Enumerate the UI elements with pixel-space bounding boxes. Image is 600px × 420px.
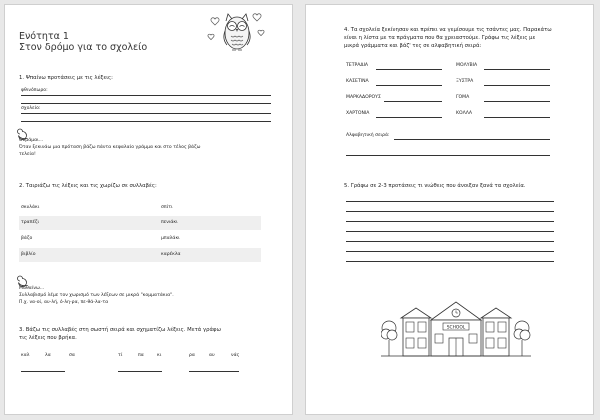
exercise-2-instruction: 2. Ταιριάζω τις λέξεις και τις χωρίζω σε συλλαβές: [19, 183, 157, 189]
list-item: ΓΟΜΑ [456, 95, 470, 100]
exercise-4-instruction-line-2: είναι η λίστα με τα πράγματα που θα χρειαστούμε. Γράφω τις λέξεις με [344, 35, 536, 41]
answer-line[interactable] [484, 85, 550, 86]
list-item: ΚΟΛΛΑ [456, 111, 473, 116]
exercise-1-instruction: 1. Ψπαίνω προτάσεις με τις λέξεις: [19, 75, 113, 81]
tip-2-heading: Μαθαίνω... [19, 286, 45, 291]
exercise-1-word-1: φθινόπωρο: [21, 88, 48, 93]
answer-line[interactable] [346, 211, 554, 212]
syllable: ρα [189, 353, 195, 358]
list-item: ΧΑΡΤΟΝΙΑ [346, 111, 370, 116]
answer-line[interactable] [484, 69, 550, 70]
answer-line[interactable] [484, 101, 550, 102]
word-left[interactable]: βιβλίο [21, 252, 36, 257]
tip-2-line-2: Π.χ. να-οί, αυ-λή, ό-λη-ρα, πε-θά-λα-τα [19, 300, 109, 305]
tip-1-heading: Θυμάμαι... [19, 138, 44, 143]
syllable: σα [69, 353, 75, 358]
exercise-3-instruction-line-2: τις λέξεις που βρήκα. [19, 335, 77, 341]
syllable: αυ [209, 353, 215, 358]
alphabetical-order-label: Αλφαβητική σειρά: [346, 133, 390, 138]
list-item: ΜΑΡΚΑΔΟΡΟΥΣ [346, 95, 381, 100]
word-left[interactable]: σκυλάκι [21, 205, 40, 210]
answer-line[interactable] [376, 117, 442, 118]
syllable: τί [118, 353, 123, 358]
answer-line[interactable] [346, 261, 554, 262]
syllable: νάς [231, 353, 240, 358]
answer-line[interactable] [346, 251, 554, 252]
answer-line[interactable] [376, 69, 442, 70]
list-item: ΜΟΛΥΒΙΑ [456, 63, 478, 68]
list-item: ΤΕΤΡΑΔΙΑ [346, 63, 369, 68]
list-item: ΚΑΣΕΤΙΝΑ [346, 79, 369, 84]
exercise-4-instruction-line-3: μικρά γράμματα και βάζ' τες σε αλφαβητική σειρά: [344, 43, 482, 49]
word-right[interactable]: μπαλάκι [161, 236, 180, 241]
syllable: καλ [21, 353, 30, 358]
tip-1-line-2: τελεία! [19, 152, 36, 157]
word-right[interactable]: πενιάκι [161, 220, 178, 225]
unit-title: Ενότητα 1 [19, 31, 69, 42]
exercise-3-instruction-line-1: 3. Βάζω τις συλλαβές στη σωστή σειρά και σχηματίζω λέξεις. Μετά γράφω [19, 327, 221, 333]
syllable: λα [45, 353, 51, 358]
answer-line[interactable] [346, 241, 554, 242]
answer-line[interactable] [346, 231, 554, 232]
tip-1-line-1: Όταν ξεκινάω μια πρόταση βάζω πάντα κεφαλαίο γράμμα και στο τέλος βάζω [19, 145, 201, 150]
answer-line[interactable] [21, 121, 271, 122]
table-row-shade [19, 248, 261, 262]
table-row-shade [19, 216, 261, 230]
unit-subtitle: Στον δρόμο για το σχολείο [19, 42, 148, 53]
answer-line[interactable] [346, 201, 554, 202]
answer-line[interactable] [21, 371, 65, 372]
syllable: κι [157, 353, 162, 358]
owl-illustration [207, 9, 267, 53]
answer-line[interactable] [384, 101, 442, 102]
word-left[interactable]: τραπέζι [21, 220, 40, 225]
school-building-illustration [381, 298, 531, 360]
school-sign-text: SCHOOL [446, 325, 466, 331]
word-left[interactable]: βάζο [21, 236, 33, 241]
word-right[interactable]: καρέκλα [161, 252, 181, 257]
answer-line[interactable] [376, 85, 442, 86]
worksheet-page-left [4, 4, 293, 415]
tip-2-line-1: Συλλαβισμό λέμε τον χωρισμό των λέξεων σε μικρά "κομματάκια". [19, 293, 174, 298]
answer-line[interactable] [21, 95, 271, 96]
answer-line[interactable] [346, 155, 550, 156]
exercise-4-instruction-line-1: 4. Τα σχολεία ξεκίνησαν και πρέπει να γεμίσουμε τις τσάντες μας. Παρακάτω [344, 27, 552, 33]
answer-line[interactable] [118, 371, 162, 372]
answer-line[interactable] [346, 221, 554, 222]
word-right[interactable]: σπίτι [161, 205, 173, 210]
answer-line[interactable] [394, 139, 550, 140]
syllable: πα [138, 353, 144, 358]
list-item: ΞΥΣΤΡΑ [456, 79, 474, 84]
exercise-1-word-2: σχολείο: [21, 106, 41, 111]
exercise-5-instruction: 5. Γράφω σε 2-3 προτάσεις τι νιώθεις που άνοιξαν ξανά τα σχολεία. [344, 183, 526, 189]
answer-line[interactable] [189, 371, 239, 372]
worksheet-page-right [305, 4, 594, 415]
answer-line[interactable] [484, 117, 550, 118]
answer-line[interactable] [21, 113, 271, 114]
answer-line[interactable] [21, 103, 271, 104]
